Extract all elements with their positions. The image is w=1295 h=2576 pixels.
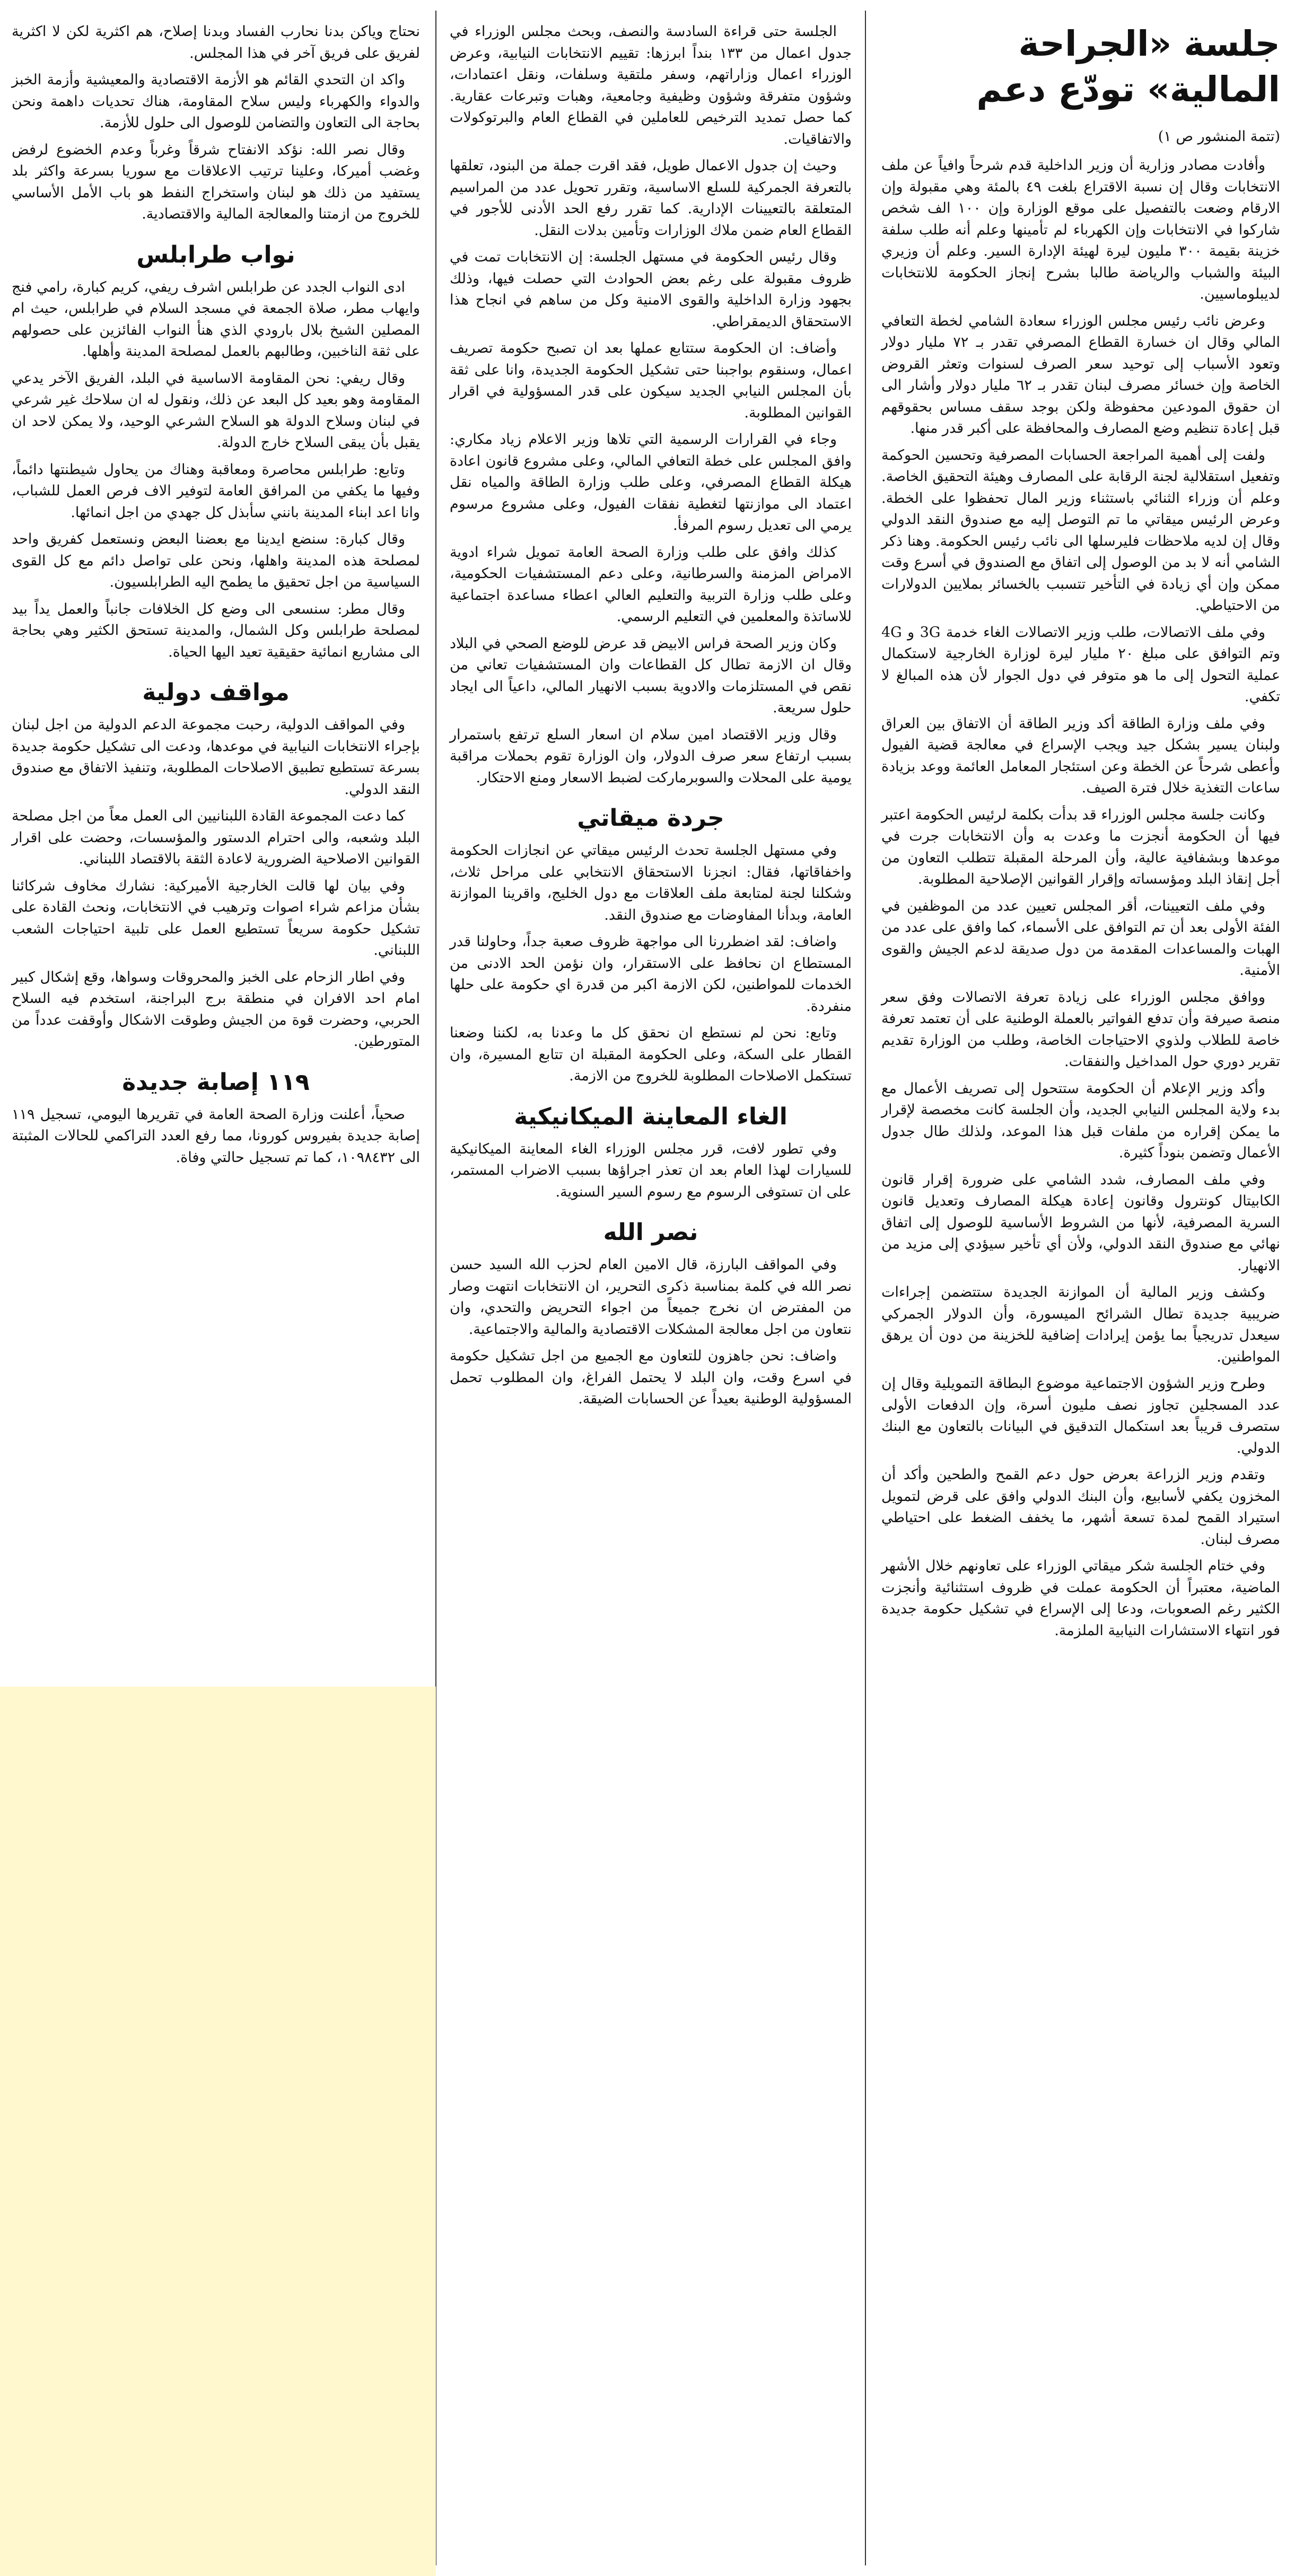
paragraph: وقال وزير الاقتصاد امين سلام ان اسعار السلع ترتفع باستمرار بسبب ارتفاع سعر صرف الدولار، وان الوزارة تقوم بحملات مراقبة يومية على المحلات والسوبرماركت لضبط الاسعار ومنع الاحتكار. bbox=[450, 726, 852, 786]
paragraph: وقال رئيس الحكومة في مستهل الجلسة: إن الانتخابات تمت في ظروف مقبولة على رغم بعض الحوادث التي حصلت فيها، وذلك بجهود وزارة الداخلية والقوى الامنية وكل من ساهم في انجاح هذا الاستحقاق الديمقراطي. bbox=[450, 249, 852, 330]
paragraph: وأضاف: ان الحكومة ستتابع عملها بعد ان تصبح حكومة تصريف اعمال، وسنقوم بواجبنا حتى تشكيل الحكومة الجديدة، وانا على ثقة بأن المجلس النيابي الجديد سيكون على قدر المسؤولية في اقرار القوانين المطلوبة. bbox=[450, 340, 852, 421]
paragraph: وفي المواقف الدولية، رحبت مجموعة الدعم الدولية من اجل لبنان بإجراء الانتخابات النيابية في موعدها، ودعت الى تشكيل حكومة جديدة بسرعة تستطيع تطبيق الاصلاحات المطلوبة، وتنفيذ الاتفاق مع صندوق النقد الدولي. bbox=[12, 717, 420, 798]
section-heading: نواب طرابلس bbox=[136, 241, 295, 268]
paragraph: وقال نصر الله: نؤكد الانفتاح شرقاً وغرباً وعدم الخضوع لرفض وغضب أميركا، وعلينا ترتيب الاعلاقات مع سوريا بسرعة واكثر بلد يستفيد من ذلك هو لبنان واستخراج النفط هو باب الأمل الأساسي للخروج من ازمتنا والمعالجة المالية والاقتصادية. bbox=[12, 141, 420, 222]
highlight-box bbox=[0, 1687, 436, 2576]
paragraph: وتقدم وزير الزراعة بعرض حول دعم القمح والطحين وأكد أن المخزون يكفي لأسابيع، وأن البنك الدولي وافق على قرض لتمويل استيراد القمح لمدة تسعة أشهر، ما يخفف الضغط على احتياطي مصرف لبنان. bbox=[881, 1466, 1280, 1548]
paragraph: وفي ملف الاتصالات، طلب وزير الاتصالات الغاء خدمة 3G و 4G وتم التوافق على مبلغ ٢٠ مليار ليرة لوزارة الخارجية لاستكمال عملية التحول إلى ما هو متوفر في دول الجوار لأن هذه المبالغ لا تكفي. bbox=[881, 624, 1280, 705]
paragraph: وتابع: طرابلس محاصرة ومعاقبة وهناك من يحاول شيطنتها دائماً، وفيها ما يكفي من المرافق العامة لتوفير الاف فرص العمل للشباب، وانا اعد ابناء المدينة بانني سأبذل كل جهدي من اجل انمائها. bbox=[12, 461, 420, 521]
paragraph: نحتاج وياكن بدنا نحارب الفساد وبدنا إصلاح، هم اكثرية لكن لا اكثرية لفريق على فريق آخر في هذا المجلس. bbox=[12, 23, 420, 62]
paragraph: وفي تطور لافت، قرر مجلس الوزراء الغاء المعاينة الميكانيكية للسيارات لهذا العام بعد ان تعذر اجراؤها بسبب الاضراب المستمر، على ان تستوفى الرسوم مع رسوم السير السنوية. bbox=[450, 1140, 852, 1200]
paragraph: وفي ختام الجلسة شكر ميقاتي الوزراء على تعاونهم خلال الأشهر الماضية، معتبراً أن الحكومة عملت في ظروف استثنائية وأنجزت الكثير رغم الصعوبات، ودعا إلى الإسراع في تشكيل حكومة جديدة فور انتهاء الاستشارات النيابية الملزمة. bbox=[881, 1558, 1280, 1639]
paragraph: ادى النواب الجدد عن طرابلس اشرف ريفي، كريم كبارة، رامي فنج وايهاب مطر، صلاة الجمعة في مسجد السلام في طرابلس، حيث ام المصلين الشيخ بلال بارودي الذي هنأ النواب الفائزين على حصولهم على ثقة الناخبين، وطالبهم بالعمل لمصلحة المدينة وأهلها. bbox=[12, 278, 420, 360]
paragraph: وجاء في القرارات الرسمية التي تلاها وزير الاعلام زياد مكاري: وافق المجلس على خطة التعافي المالي، وعلى مشروع قانون اعادة هيكلة القطاع المصرفي، وعلى طلب وزارة الطاقة والمياه نقل اعتماد الى موازنتها لتغطية نفقات الفيول، وعلى مشروع مرسوم يرمي الى تعديل رسوم المرفأ. bbox=[450, 431, 852, 534]
section-heading: الغاء المعاينة الميكانيكية bbox=[514, 1103, 788, 1130]
paragraph: وفي ملف المصارف، شدد الشامي على ضرورة إقرار قانون الكابيتال كونترول وقانون إعادة هيكلة المصارف وتعديل قانون السرية المصرفية، لأنها من الشروط الأساسية للوصول إلى اتفاق نهائي مع صندوق النقد الدولي، ولأن أي تأخير سيؤدي إلى مزيد من الانهيار. bbox=[881, 1171, 1280, 1274]
paragraph: واضاف: نحن جاهزون للتعاون مع الجميع من اجل تشكيل حكومة في اسرع وقت، وان البلد لا يحتمل الفراغ، وان المطلوب تحمل المسؤولية الوطنية بعيداً عن الحسابات الضيقة. bbox=[450, 1348, 852, 1407]
article-column-middle bbox=[436, 0, 865, 2576]
paragraph: واضاف: لقد اضطررنا الى مواجهة ظروف صعبة جداً، وحاولنا قدر المستطاع ان نحافظ على الاستقرار، وان نؤمن الحد الادنى من الخدمات للمواطنين، لكن الازمة اكبر من قدرة اي حكومة على حلها منفردة. bbox=[450, 933, 852, 1015]
section-heading: مواقف دولية bbox=[142, 679, 290, 706]
paragraph: ووافق مجلس الوزراء على زيادة تعرفة الاتصالات وفق سعر منصة صيرفة وأن تدفع الفواتير بالعملة الوطنية على أن تعتمد تعرفة خاصة للطلاب ولذوي الاحتياجات الخاصة، وطلب من الوزارة تقديم تقرير دوري حول المداخيل والنفقات. bbox=[881, 989, 1280, 1070]
article-column-right bbox=[865, 0, 1295, 2576]
paragraph: وفي ملف وزارة الطاقة أكد وزير الطاقة أن الاتفاق بين العراق ولبنان يسير بشكل جيد ويجب الإسراع في معالجة قضية الفيول وأعطى شرحاً عن الخطة وعن استئجار المعامل العائمة ووعد بزيادة ساعات التغذية خلال فترة الصيف. bbox=[881, 715, 1280, 797]
paragraph: صحياً، أعلنت وزارة الصحة العامة في تقريرها اليومي، تسجيل ١١٩ إصابة جديدة بفيروس كورونا، مما رفع العدد التراكمي للحالات المثبتة الى ١٠٩٨٤٣٢، كما تم تسجيل حالتي وفاة. bbox=[12, 1106, 420, 1166]
paragraph: كما دعت المجموعة القادة اللبنانيين الى العمل معاً من اجل مصلحة البلد وشعبه، والى احترام الدستور والمؤسسات، وحضت على اقرار القوانين الاصلاحية الضرورية لاعادة الثقة بالاقتصاد اللبناني. bbox=[12, 808, 420, 867]
paragraph: وفي اطار الزحام على الخبز والمحروقات وسواها، وقع إشكال كبير امام احد الافران في منطقة برج البراجنة، استخدم فيه السلاح الحربي، وحضرت قوة من الجيش وطوقت الاشكال وأوقفت عدداً من المتورطين. bbox=[12, 968, 420, 1050]
paragraph: وكانت جلسة مجلس الوزراء قد بدأت بكلمة لرئيس الحكومة اعتبر فيها أن الحكومة أنجزت ما وعدت به وأن الانتخابات جرت في موعدها وبشفافية عالية، وأن المرحلة المقبلة تتطلب التعاون من أجل إنقاذ البلد ومؤسساته وإقرار القوانين الإصلاحية المطلوبة. bbox=[881, 806, 1280, 888]
article-headline: جلسة «الجراحة المالية» تودّع دعم bbox=[976, 23, 1280, 110]
paragraph: وفي ملف التعيينات، أقر المجلس تعيين عدد من الموظفين في الفئة الأولى بعد أن تم التوافق على الأسماء، كما وافق على عدد من الهبات والمساعدات المقدمة من دول صديقة لدعم الجيش والقوى الأمنية. bbox=[881, 897, 1280, 979]
article-column-left bbox=[0, 0, 436, 2576]
section-heading: نصر الله bbox=[603, 1219, 698, 1246]
paragraph: وتابع: نحن لم نستطع ان نحقق كل ما وعدنا به، لكننا وضعنا القطار على السكة، وعلى الحكومة المقبلة ان تتابع المسيرة، وان تستكمل الاصلاحات المطلوبة للخروج من الازمة. bbox=[450, 1025, 852, 1084]
continuation-note: (تتمة المنشور ص ١) bbox=[1158, 128, 1280, 145]
paragraph: وقال كبارة: سنضع ايدينا مع بعضنا البعض ونستعمل كفريق واحد لمصلحة هذه المدينة واهلها، ونحن على تواصل دائم مع كل القوى السياسية من اجل تحقيق ما يطمح اليه الطرابلسيون. bbox=[12, 531, 420, 590]
paragraph: وفي بيان لها قالت الخارجية الأميركية: نشارك مخاوف شركائنا بشأن مزاعم شراء اصوات وترهيب في الانتخابات، ونحث القادة على تشكيل حكومة سريعاً تستطيع العمل على تلبية احتياجات الشعب اللبناني. bbox=[12, 877, 420, 958]
paragraph: وعرض نائب رئيس مجلس الوزراء سعادة الشامي لخطة التعافي المالي وقال ان خسارة القطاع المصرفي تقدر بـ ٧٢ مليار دولار وتعود الأسباب إلى توحيد سعر الصرف لسنوات وتعثر القروض الخاصة وإن خسائر مصرف لبنان تقدر بـ ٦٢ مليار دولار وأشار الى ان حقوق المودعين محفوظة ولكن بوجد سقف مساس بحقوقهم قبل إعادة تنظيم وضع المصارف والمحافظة على أكبر قدر منها. bbox=[881, 312, 1280, 437]
paragraph: وطرح وزير الشؤون الاجتماعية موضوع البطاقة التمويلية وقال إن عدد المسجلين تجاوز نصف مليون أسرة، وإن الدفعات الأولى ستصرف قريباً بعد استكمال التدقيق في البيانات بالتعاون مع البنك الدولي. bbox=[881, 1375, 1280, 1456]
paragraph: وأفادت مصادر وزارية أن وزير الداخلية قدم شرحاً وافياً عن ملف الانتخابات وقال إن نسبة الاقتراع بلغت ٤٩ بالمئة وهي مقبولة وإن الارقام وضعت بالتفصيل على موقع الوزارة وإن ١٠٠ الف شخص شاركوا في الانتخابات وإن الكهرباء لم تأمينها وعلم أنه طلب سلفة خزينة بقيمة ٣٠٠ مليون ليرة لهيئة الإدارة السير. وعلم أن وزيري البيئة والشباب والرياضة طالبا بشرح إنجاز الحكومة للانتخابات لديبلوماسيين. bbox=[881, 157, 1281, 303]
paragraph: وكان وزير الصحة فراس الابيض قد عرض للوضع الصحي في البلاد وقال ان الازمة تطال كل القطاعات وان المستشفيات تعاني من نقص في المستلزمات والادوية بسبب الانهيار المالي، داعياً الى ايجاد حلول سريعة. bbox=[450, 635, 852, 716]
paragraph: وكشف وزير المالية أن الموازنة الجديدة ستتضمن إجراءات ضريبية جديدة تطال الشرائح الميسورة، وأن الدولار الجمركي سيعدل تدريجياً بما يؤمن إيرادات إضافية للخزينة من دون أن يرهق المواطنين. bbox=[881, 1284, 1280, 1365]
section-heading: جردة ميقاتي bbox=[577, 805, 724, 832]
section-heading: ١١٩ إصابة جديدة bbox=[122, 1068, 310, 1096]
paragraph: واكد ان التحدي القائم هو الأزمة الاقتصادية والمعيشية وأزمة الخبز والدواء والكهرباء وليس سلاح المقاومة، هناك تحديات داهمة ونحن بحاجة الى التعاون والتضامن للوصول الى حلول للأزمة. bbox=[12, 72, 420, 131]
column-body bbox=[881, 155, 1280, 1641]
paragraph: وأكد وزير الإعلام أن الحكومة ستتحول إلى تصريف الأعمال مع بدء ولاية المجلس النيابي الجديد، وأن الجلسة كانت مخصصة لإقرار ما يمكن إقراره من ملفات قبل هذا الموعد، ولذلك طال جدول الأعمال وتضمن بنوداً كثيرة. bbox=[881, 1080, 1280, 1162]
paragraph: وفي مستهل الجلسة تحدث الرئيس ميقاتي عن انجازات الحكومة واخفاقاتها، فقال: انجزنا الاستحقاق الانتخابي على مراحل ثلاث، وشكلنا لجنة لمتابعة ملف العلاقات مع دول الخليج، واقرينا الموازنة العامة، وبدأنا المفاوضات مع صندوق النقد. bbox=[450, 842, 852, 923]
paragraph: وقال مطر: سنسعى الى وضع كل الخلافات جانباً والعمل يداً بيد لمصلحة طرابلس وكل الشمال، والمدينة تستحق الكثير وهي بحاجة الى مشاريع انمائية حقيقية تعيد اليها الحياة. bbox=[12, 600, 420, 660]
paragraph: ولفت إلى أهمية المراجعة الحسابات المصرفية وتحسين الحوكمة وتفعيل استقلالية لجنة الرقابة على المصارف وهيئة التحقيق الخاصة. وعلم أن وزراء الثنائي باستثناء وزير المال تحفظوا على الخطة. وعرض الرئيس ميقاتي ما تم التوصل إليه مع صندوق النقد الدولي وقال إن لديه ملاحظات فليرسلها الى نائب رئيس الحكومة. وهنا ذكر الشامي أنه لا بد من الوصول إلى اتفاق مع الصندوق في أسرع وقت ممكن وإن أي زيادة في التأخير تتسبب بالخسائر بملايين الدولارات من الاحتياطي. bbox=[881, 447, 1280, 614]
paragraph: وفي المواقف البارزة، قال الامين العام لحزب الله السيد حسن نصر الله في كلمة بمناسبة ذكرى التحرير، ان الانتخابات انتهت وصار من المفترض ان نخرج جميعاً من اجواء التحريض والتحدي، وان نتعاون من اجل معالجة المشكلات الاقتصادية والمالية والاجتماعية. bbox=[450, 1256, 852, 1338]
paragraph: وحيث إن جدول الاعمال طويل، فقد اقرت جملة من البنود، تعلقها بالتعرفة الجمركية للسلع الاساسية، وتقرر تحويل عدد من المراسيم المتعلقة بالتعيينات الإدارية. كما تقرر رفع الحد الأدنى للأجور في القطاع العام ضمن ملاك الوزارات وتأمين بدلات النقل. bbox=[450, 158, 852, 239]
paragraph: الجلسة حتى قراءة السادسة والنصف، وبحث مجلس الوزراء في جدول اعمال من ١٣٣ بنداً ابرزها: تقييم الانتخابات النيابية، وعرض الوزراء اعمال وزاراتهم، وسفر ملتقية وسلفات، ونقل اعتمادات، وشؤون متفرقة وشؤون وظيفية وجامعية، وهبات وتبرعات عقارية. كما حصل تمديد الترخيص للعاملين في القطاع العام والبرتوكولات والاتفاقيات. bbox=[450, 23, 852, 147]
paragraph: وقال ريفي: نحن المقاومة الاساسية في البلد، الفريق الآخر يدعي المقاومة وهو بعيد كل البعد عن ذلك، ونقول له ان سلاحك غير شرعي في لبنان وسلاح الدولة هو السلاح الشرعي الوحيد، ولا يمكن لاحد ان يقبل بأن يبقى السلاح خارج الدولة. bbox=[12, 370, 420, 451]
paragraph: كذلك وافق على طلب وزارة الصحة العامة تمويل شراء ادوية الامراض المزمنة والسرطانية، وعلى دعم المستشفيات الحكومية، وعلى طلب وزارة التربية والتعليم العالي اعطاء مساعدة اجتماعية للاساتذة والمعلمين في التعليم الرسمي. bbox=[450, 544, 852, 625]
